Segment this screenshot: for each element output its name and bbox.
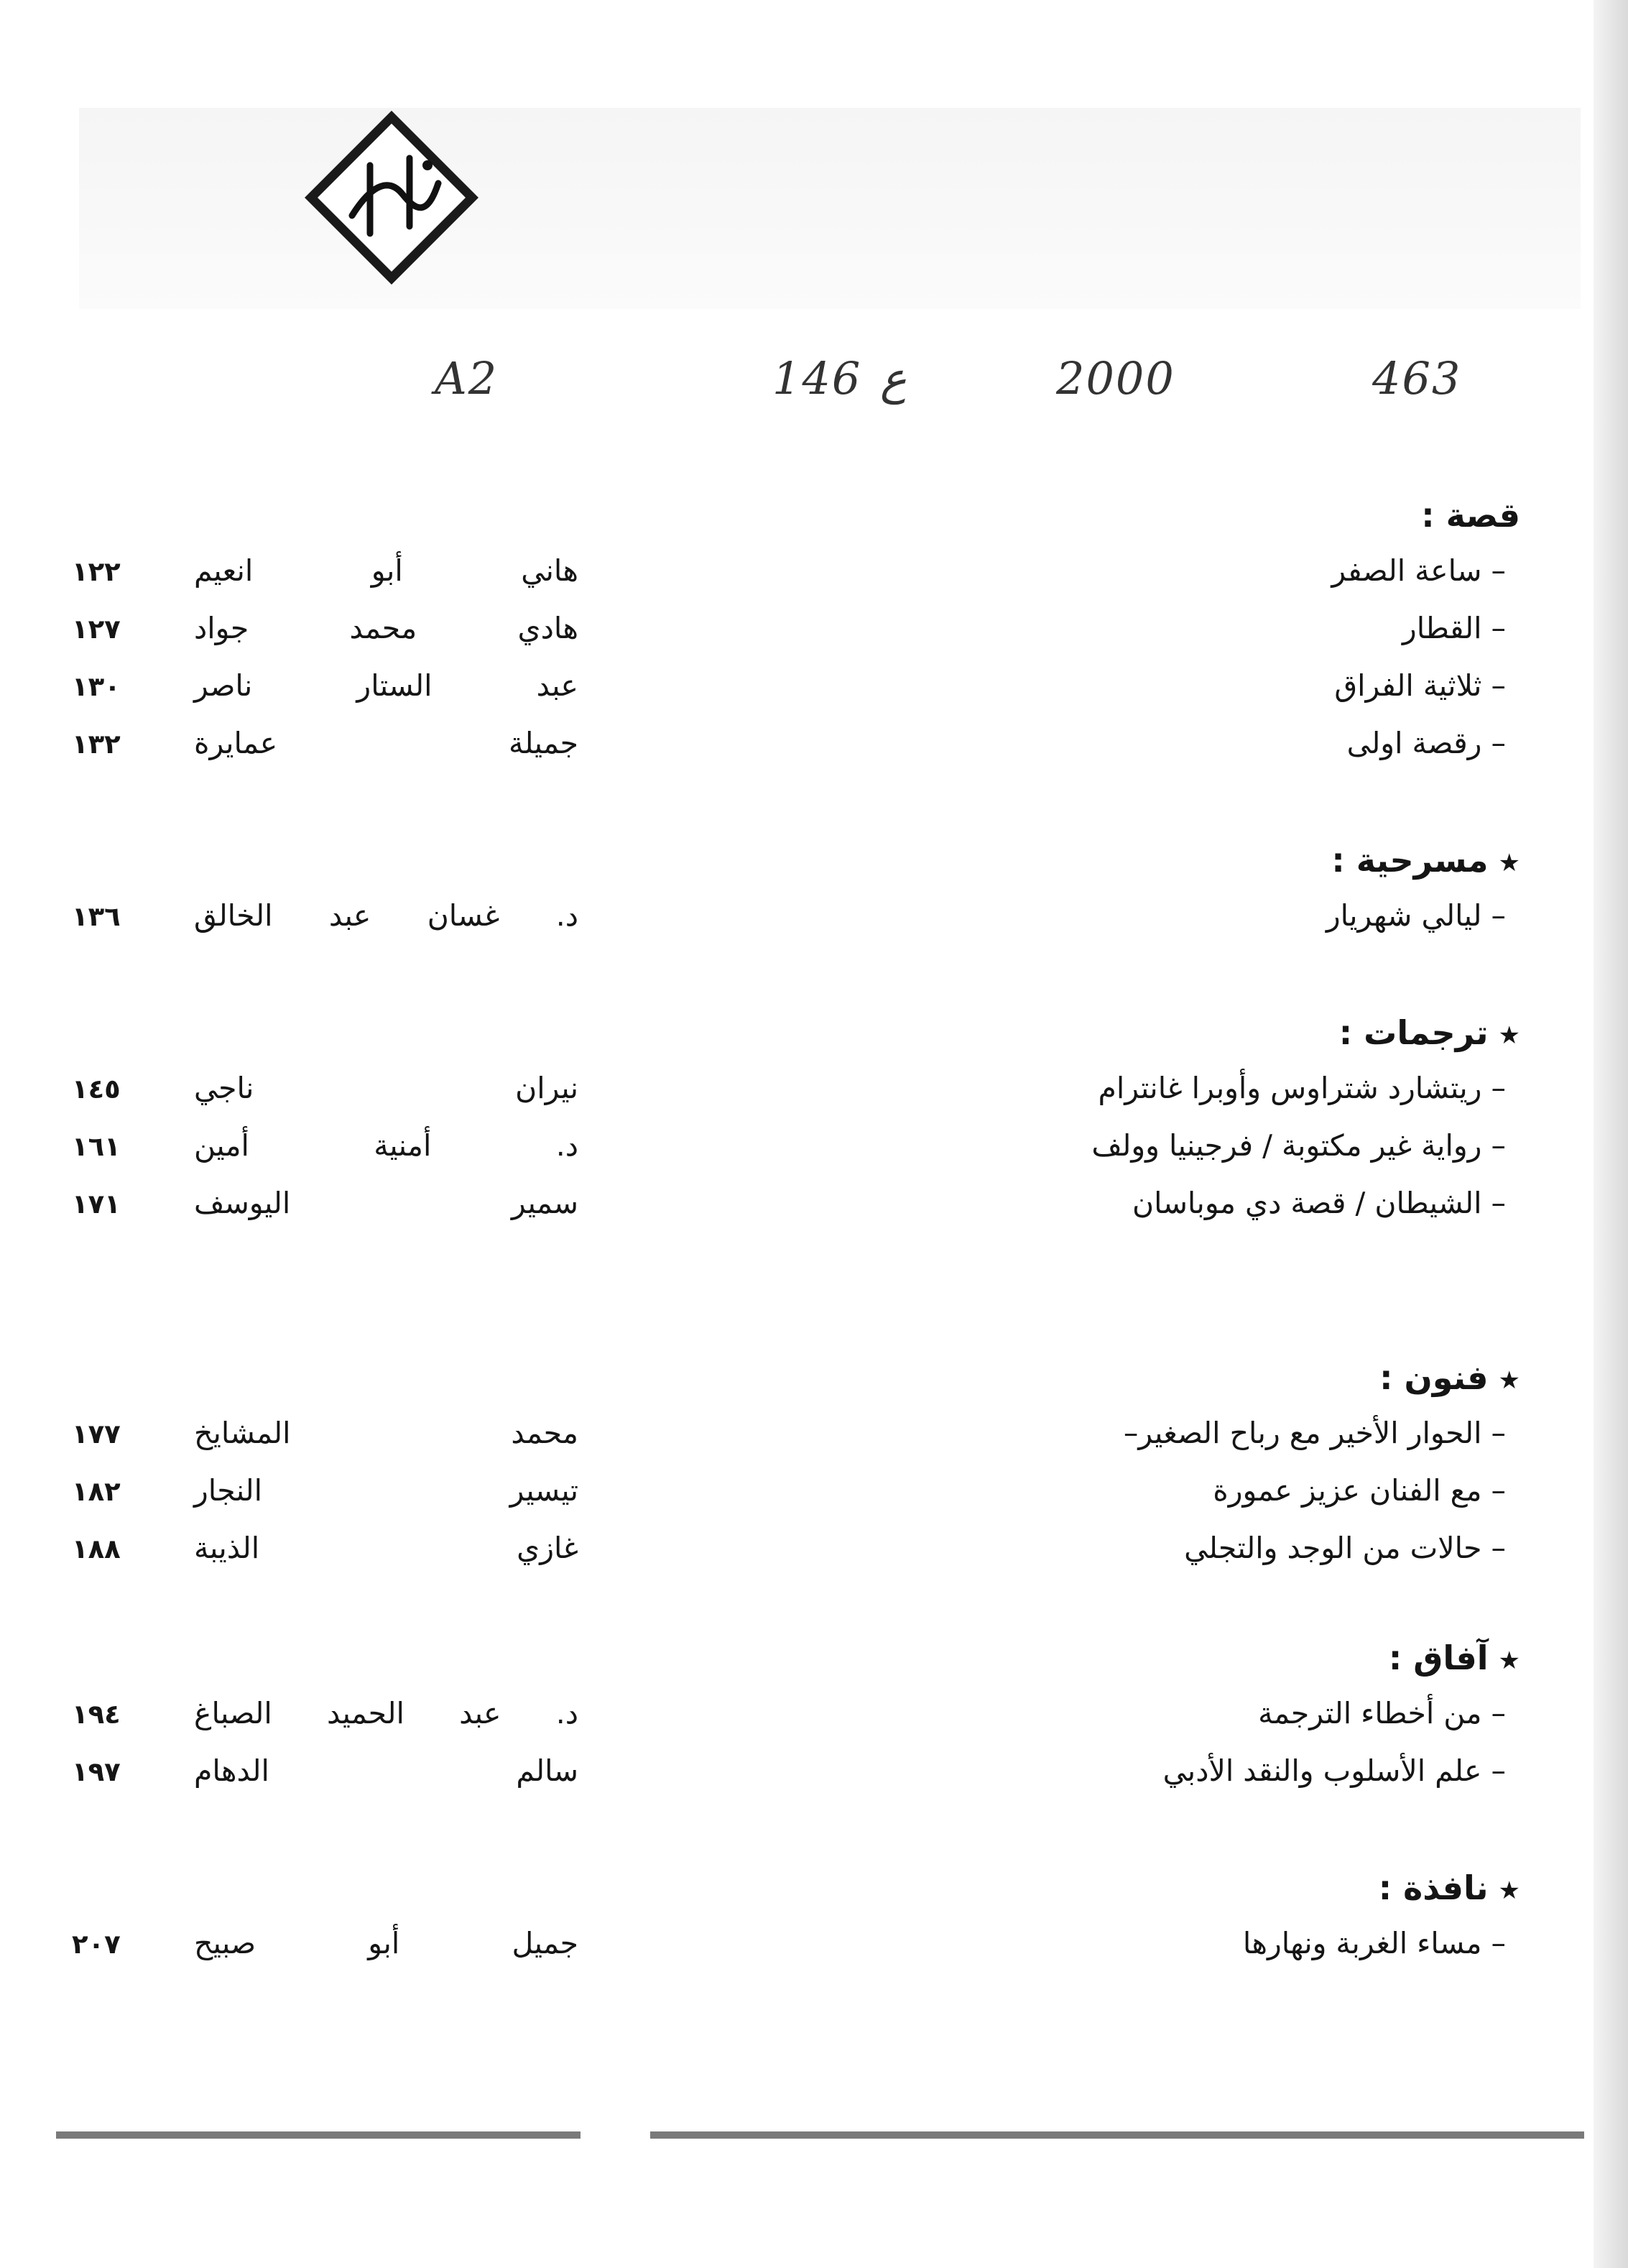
section-heading: ★نافذة : — [1378, 1868, 1520, 1907]
entry-page-number: ١٢٢ — [72, 556, 121, 587]
entry-title: – القطار — [1402, 611, 1506, 645]
entry-title: – الشيطان / قصة دي موباسان — [1132, 1186, 1506, 1220]
star-icon: ★ — [1498, 1646, 1520, 1675]
star-icon: ★ — [1498, 1365, 1520, 1395]
bottom-rule-left — [56, 2131, 581, 2139]
toc-entry — [0, 553, 1628, 604]
toc-entry — [0, 1416, 1628, 1466]
magazine-logo — [302, 108, 481, 287]
handwritten-note: A2 — [435, 352, 499, 405]
star-icon: ★ — [1498, 1876, 1520, 1905]
entry-page-number: ١٩٤ — [72, 1699, 121, 1730]
toc-entry — [0, 1753, 1628, 1804]
entry-author: د. أمنية أمين — [194, 1128, 578, 1163]
entry-author: د. غسان عبد الخالق — [194, 898, 578, 933]
handwritten-note: ع — [880, 352, 907, 405]
toc-entry — [0, 1473, 1628, 1523]
entry-page-number: ١٢٧ — [72, 614, 121, 645]
toc-entry — [0, 611, 1628, 661]
entry-page-number: ١٣٠ — [72, 671, 121, 702]
entry-page-number: ١٩٧ — [72, 1756, 121, 1787]
entry-author: سالم الدهام — [194, 1753, 578, 1788]
entry-title: – الحوار الأخير مع رباح الصغير– — [1123, 1416, 1506, 1450]
entry-page-number: ١٧١ — [72, 1189, 121, 1220]
toc-entry — [0, 1071, 1628, 1121]
entry-title: – ريتشارد شتراوس وأوبرا غانترام — [1098, 1071, 1506, 1105]
entry-page-number: ١٤٥ — [72, 1074, 121, 1105]
entry-title: – من أخطاء الترجمة — [1258, 1696, 1506, 1730]
toc-entry — [0, 1926, 1628, 1976]
entry-title: – ساعة الصفر — [1331, 553, 1506, 588]
entry-author: محمد المشايخ — [194, 1416, 578, 1450]
handwritten-note: 463 — [1372, 352, 1462, 405]
entry-page-number: ١٧٧ — [72, 1419, 121, 1449]
entry-title: – ليالي شهريار — [1326, 898, 1506, 933]
entry-page-number: ١٨٢ — [72, 1476, 121, 1507]
section-heading: ★مسرحية : — [1331, 841, 1520, 880]
entry-page-number: ١٨٨ — [72, 1534, 121, 1564]
entry-author: جميل أبو صبيح — [194, 1926, 578, 1960]
section-heading: ★فنون : — [1379, 1358, 1520, 1397]
entry-page-number: ٢٠٧ — [72, 1929, 121, 1960]
toc-entry — [0, 1128, 1628, 1179]
entry-author: عبد الستار ناصر — [194, 668, 578, 703]
toc-entry — [0, 1531, 1628, 1581]
entry-page-number: ١٣٦ — [72, 901, 121, 932]
entry-author: سمير اليوسف — [194, 1186, 578, 1220]
entry-author: غازي الذيبة — [194, 1531, 578, 1565]
star-icon: ★ — [1498, 848, 1520, 877]
entry-title: – مع الفنان عزيز عمورة — [1213, 1473, 1506, 1508]
entry-page-number: ١٦١ — [72, 1131, 121, 1162]
section-heading: ★آفاق : — [1388, 1638, 1520, 1677]
entry-title: – حالات من الوجد والتجلي — [1184, 1531, 1506, 1565]
entry-title: – مساء الغربة ونهارها — [1242, 1926, 1506, 1960]
entry-author: نيران ناجي — [194, 1071, 578, 1105]
entry-title: – ثلاثية الفراق — [1334, 668, 1506, 703]
section-heading: ★ترجمات : — [1338, 1013, 1520, 1052]
entry-author: جميلة عمايرة — [194, 726, 578, 760]
entry-title: – علم الأسلوب والنقد الأدبي — [1162, 1753, 1506, 1788]
toc-entry — [0, 1186, 1628, 1236]
toc-entry — [0, 668, 1628, 719]
entry-author: هاني أبو انعيم — [194, 553, 578, 588]
bottom-rule-right — [650, 2131, 1584, 2139]
handwritten-note: 146 — [772, 352, 862, 405]
entry-page-number: ١٣٢ — [72, 729, 121, 760]
entry-author: تيسير النجار — [194, 1473, 578, 1508]
entry-author: د. عبد الحميد الصباغ — [194, 1696, 578, 1730]
toc-entry — [0, 726, 1628, 776]
entry-title: – رواية غير مكتوبة / فرجينيا وولف — [1091, 1128, 1506, 1163]
toc-entry — [0, 1696, 1628, 1746]
toc-entry — [0, 898, 1628, 949]
entry-title: – رقصة اولى — [1346, 726, 1506, 760]
section-heading: قصة : — [1421, 496, 1520, 535]
star-icon: ★ — [1498, 1020, 1520, 1050]
entry-author: هادي محمد جواد — [194, 611, 578, 645]
handwritten-note: 2000 — [1056, 352, 1175, 405]
